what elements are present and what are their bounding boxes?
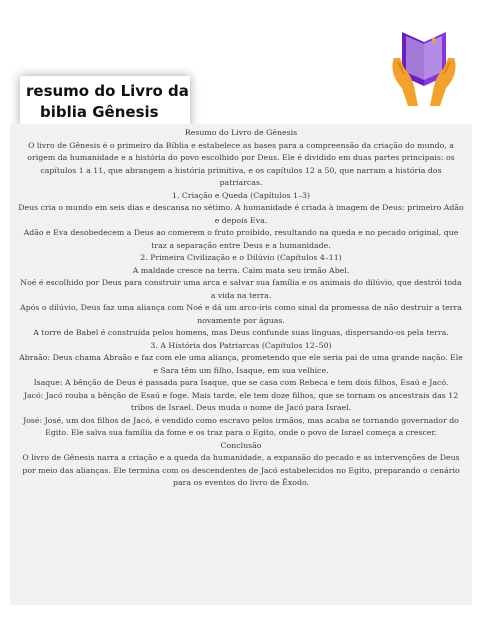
book-hands-icon <box>388 28 460 110</box>
section-1-heading: 1. Criação e Queda (Capítulos 1–3) <box>171 190 310 200</box>
section-3-heading: 3. A História dos Patriarcas (Capítulos 12–50) <box>150 340 332 350</box>
section-3-paragraph-jose: José: José, um dos filhos de Jacó, é vendido como escravo pelos irmãos, mas acaba se tornando governador do Egito. Ele salva sua família da fome e os traz para o Egito, onde o povo de Israel começa a crescer. <box>23 415 459 437</box>
page-title-line-2: biblia Gênesis <box>40 103 159 121</box>
section-3-paragraph-abraao: Abraão: Deus chama Abraão e faz com ele uma aliança, prometendo que ele seria pai de uma grande nação. Ele e Sara têm um filho, Isaque, em sua velhice. <box>19 353 463 375</box>
intro-paragraph: O livro de Gênesis é o primeiro da Bíblia e estabelece as bases para a compreensão da criação do mundo, a origem da humanidade e a história do povo escolhido por Deus. Ele é dividido em duas partes principais: os capítulos 1 a 11, que abrangem a história primitiva, e os capítulos 12 a 50, que narram a história dos patriarcas. <box>27 140 455 187</box>
section-2-paragraph-3: Após o dilúvio, Deus faz uma aliança com Noé e dá um arco-íris como sinal da promessa de não destruir a terra novamente por águas. <box>20 303 462 325</box>
conclusion-heading: Conclusão <box>220 440 262 450</box>
section-3-paragraph-isaque: Isaque: A bênção de Deus é passada para Isaque, que se casa com Rebeca e tem dois filhos, Esaú e Jacó. <box>33 378 449 387</box>
document-title: Resumo do Livro de Gênesis <box>184 128 298 137</box>
section-2-paragraph-4: A torre de Babel é construída pelos homens, mas Deus confunde suas línguas, dispersando-os pela terra. <box>33 328 449 337</box>
summary-document <box>10 124 472 605</box>
page-title-line-1: resumo do Livro da <box>26 82 189 100</box>
conclusion-paragraph: O livro de Gênesis narra a criação e a queda da humanidade, a expansão do pecado e as intervenções de Deus por meio das alianças. Ele termina com os descendentes de Jacó estabelecidos no Egito, preparando o cenário para os eventos do livro de Êxodo. <box>22 453 460 487</box>
section-2-heading: 2. Primeira Civilização e o Dilúvio (Capítulos 4–11) <box>140 253 342 262</box>
section-1-paragraph-1: Deus cria o mundo em seis dias e descansa no sétimo. A humanidade é criada à imagem de Deus: primeiro Adão e depois Eva. <box>18 203 464 225</box>
section-2-paragraph-2: Noé é escolhido por Deus para construir uma arca e salvar sua família e os animais do dilúvio, que destrói toda a vida na terra. <box>20 278 462 300</box>
section-1-paragraph-2: Adão e Eva desobedecem a Deus ao comerem o fruto proibido, resultando na queda e no pecado original, que traz a separação entre Deus e a humanidade. <box>23 228 459 250</box>
section-3-paragraph-jaco: Jacó: Jacó rouba a bênção de Esaú e foge. Mais tarde, ele tem doze filhos, que se tornam os ancestrais das 12 tribos de Israel. Deus muda o nome de Jacó para Israel. <box>23 390 459 412</box>
section-2-paragraph-1: A maldade cresce na terra. Caim mata seu irmão Abel. <box>132 265 350 275</box>
